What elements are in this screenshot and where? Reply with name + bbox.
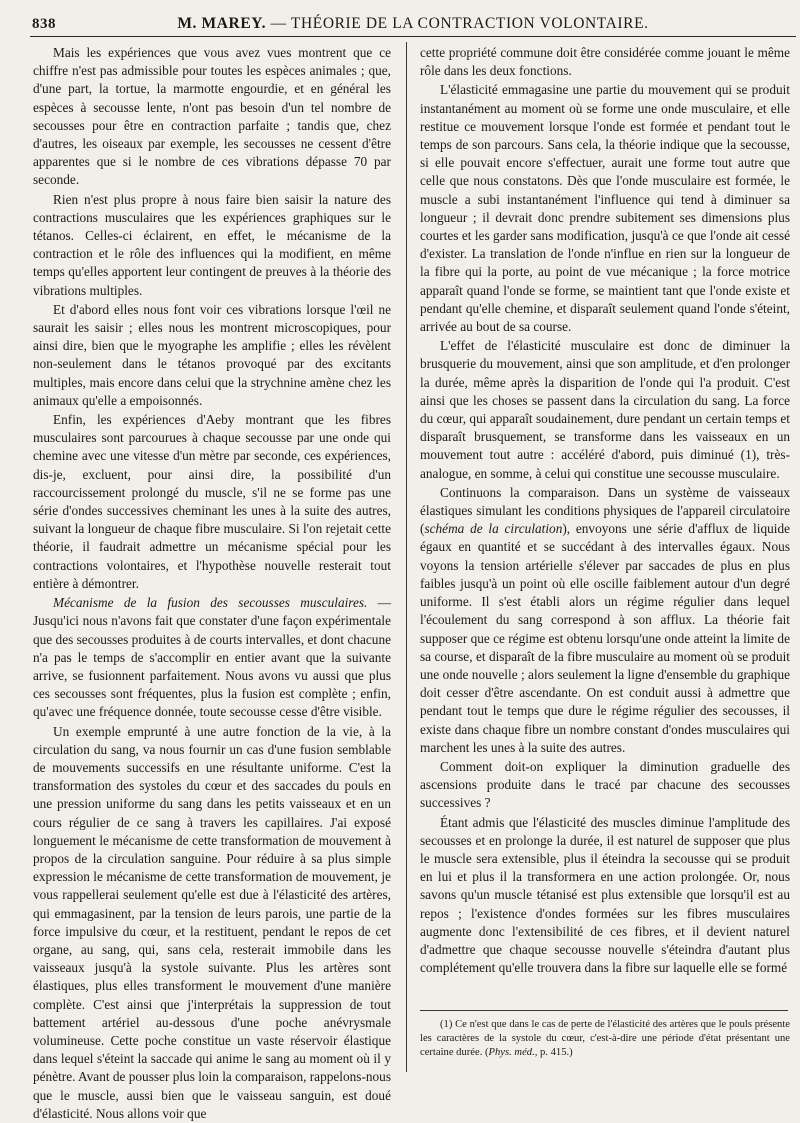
paragraph: L'effet de l'élasticité musculaire est donc de diminuer la brusquerie du mouvement, ainsi que son amplitude, et d'en prolonger la durée, même après la disparition de l'onde qui l'a produit. C'est ainsi que les choses se passent dans la circulation du sang. La force du cœur, qui apparaît soudainement, dure pendant un certain temps et disparaît brusquement, se transforme dans les vaisseaux en un mouvement tout autre : accéléré d'abord, puis diminué (1), très-analogue, en somme, à celui qui constitue une secousse musculaire.: [420, 338, 790, 481]
paragraph: Un exemple emprunté à une autre fonction de la vie, à la circulation du sang, va nous fournir un cas d'une fusion semblable de mouvements successifs en une résultante uniforme. C'est la transformation des systoles du cœur et des saccades du pouls en une pression uniforme du sang dans les petits vaisseaux et en un cours régulier de ce sang à travers les capillaires. J'ai exposé longuement le mécanisme de cette transformation de mouvement à propos de la circulation sanguine. Pour réduire à sa plus simple expression le mécanisme de cette transformation de mouvement, je vous rappellerai seulement qu'elle est due à l'élasticité des artères, qui emmagasinent, par la tension de leurs parois, une partie de la force impulsive du cœur, et la restituent, pendant le repos de cet organe, au sang, qui, sans cela, resterait immobile dans les vaisseaux jusqu'à la systole suivante. Plus les artères sont élastiques, plus elles transforment le mouvement d'une manière complète. C'est ainsi que j'interprétais la suppression de tout battement artériel au-dessous d'une poche anévrysmale volumineuse. Cette poche constitue un vaste réservoir élastique dans lequel s'éteint la saccade qui anime le sang au moment où il y pénètre. Avant de pousser plus loin la comparaison, rappelons-nous que le muscle, aussi bien que le vaisseau sanguin, est doué d'élasticité. Nous allons voir que: [33, 723, 391, 1121]
paragraph-continued: cette propriété commune doit être considérée comme jouant le même rôle dans les deux fonctions.: [420, 45, 790, 79]
running-title: [30, 15, 796, 33]
column-divider: [406, 42, 407, 1072]
section-heading: Mécanisme de la fusion des secousses musculaires.: [53, 595, 368, 611]
text-run: (1) Ce n'est que dans le cas de perte de l'élasticité des artères que le pouls présente les caractères de la systole du cœur, c'est-à-dire une période d'état présentant une certaine durée. (: [420, 1019, 790, 1058]
section-paragraph: [33, 594, 391, 721]
footnote-text: [420, 1018, 790, 1060]
paragraph: [420, 484, 790, 757]
paragraph: Et d'abord elles nous font voir ces vibrations lorsque l'œil ne saurait les saisir ; elles nous les montrent microscopiques, pour ainsi dire, bien que le myographe les amplifie ; elles les révèlent non-seulement dans le tétanos provoqué par des excitants multiples, mais encore dans celui que la strychnine amène chez les animaux qu'elle a empoisonnés.: [33, 301, 391, 408]
right-column: [420, 44, 790, 977]
paragraph: Comment doit-on expliquer la diminution graduelle des ascensions produite dans le tracé par chacune des secousses successives ?: [420, 758, 790, 811]
left-column: [33, 44, 391, 1123]
text-run: , p. 415.): [534, 1047, 573, 1058]
paragraph: Mais les expériences que vous avez vues montrent que ce chiffre n'est pas admissible pour toutes les espèces animales ; que, d'une part, la tortue, la marmotte engourdie, et en général les espèces à secousse lente, n'ont pas besoin d'un tel nombre de secousses pour être en contraction parfaite ; tandis que, chez d'autres, les oiseaux par exemple, les secousses ne cessent d'être apparentes que si le nombre de ces vibrations dépasse 70 par seconde.: [33, 45, 391, 188]
paragraph: Rien n'est plus propre à nous faire bien saisir la nature des contractions musculaires que les expériences graphiques sur le tétanos. Celles-ci éclairent, en effet, le mécanisme de la contraction et le rôle des influences qui la modifient, en même temps qu'elles apportent leur contingent de preuves à la théorie des vibrations multiples.: [33, 191, 391, 298]
article-title: — THÉORIE DE LA CONTRACTION VOLONTAIRE.: [270, 15, 649, 32]
citation-italic: Phys. méd.: [488, 1047, 535, 1058]
paragraph: Enfin, les expériences d'Aeby montrant que les fibres musculaires sont parcourues à chaque secousse par une onde qui chemine avec une vitesse d'un mètre par seconde, ces expériences, dis-je, excluent, pour ainsi dire, la possibilité d'un raccourcissement prolongé du muscle, s'il ne se forme pas une série d'ondes successives cheminant les unes à la suite des autres, suivant la longueur de chaque fibre musculaire. Si l'on rejetait cette théorie, il faudrait admettre un mécanisme spécial pour les contractions volontaires, et l'hypothèse nouvelle resterait tout entière à démontrer.: [33, 412, 391, 591]
page-number: 838: [32, 16, 56, 32]
paragraph: L'élasticité emmagasine une partie du mouvement qui se produit instantanément au moment où se forme une onde musculaire, et elle restitue ce mouvement lorsque l'onde est formée et pendant tout le temps de son parcours. Sans cela, la théorie indique que la secousse, si elle pouvait encore s'effectuer, aurait une forme tout autre que celle que nous constatons. Dès que l'onde musculaire est formée, le muscle a subi instantanément l'influence qui tend à diminuer sa longueur ; il devrait donc prendre subitement ses dimensions plus courtes et les garder sans modification, jusqu'à ce que l'onde ait cessé d'exister. La translation de l'onde n'influe en rien sur la longueur de la fibre qui la porte, au point de vue mécanique ; la force motrice apparaît quand l'onde se forme, se maintient tant que l'onde existe et pendant qu'elle chemine, et disparaît seulement quand l'onde s'éteint, arrivée au bout de sa course.: [420, 82, 790, 335]
running-header: [30, 10, 796, 37]
text-run: ), envoyons une série d'afflux de liquide égaux en quantité et se succédant à des intervalles égaux. Nous voyons la tension artérielle s'élever par saccades de plus en plus faibles jusqu'à un point où elle oscille faiblement autour d'un degré uniforme. Il s'est établi alors un régime régulier dans lequel l'écoulement du sang correspond à son afflux. La théorie fait supposer que ce régime est obtenu lorsqu'une onde atteint la limite de sa course, et disparaît de la fibre musculaire au moment où se produit une onde nouvelle ; alors seulement la ligne d'ensemble du graphique doit cesser d'être ascendante. On est conduit aussi à admettre que pendant tout le temps que dure le régime régulier des secousses, il existe dans chaque fibre un nombre constant d'ondes musculaires qui marchent les unes à la suite des autres.: [420, 521, 790, 755]
text-run: Continuons la comparaison. Dans un système de vaisseaux élastiques simulant les conditions physiques de l'appareil circulatoire (: [420, 484, 790, 537]
section-body: — Jusqu'ici nous n'avons fait que constater d'une façon expérimentale que des secousses produites à de courts intervalles, et dont chacune n'a pas le temps de s'accomplir en entier avant que la suivante arrive, se fusionnent parfaitement. Nous avons vu aussi que plus ces secousses sont fréquentes, plus la fusion est complète ; enfin, qu'avec une fréquence donnée, toute secousse cesse d'être visible.: [33, 595, 392, 720]
italic-term: schéma de la circulation: [424, 521, 563, 537]
footnote-rule: [420, 1010, 788, 1011]
footnote: [420, 1018, 790, 1060]
author-name: M. MAREY.: [177, 15, 267, 32]
paragraph: Étant admis que l'élasticité des muscles diminue l'amplitude des secousses et en prolonge la durée, il est naturel de supposer que plus le muscle sera extensible, plus il éteindra la secousse qui se produit en lui et plus il la transformera en une action prolongée. Or, nous savons qu'un muscle tétanisé est plus extensible que lorsqu'il est au repos ; l'existence d'ondes formées sur les fibres musculaires augmente donc l'extensibilité de ces fibres, et il devient naturel d'admettre que chaque secousse nouvelle s'éteindra d'autant plus complétement qu'elle trouvera dans la fibre sur laquelle elle se formé: [420, 814, 790, 976]
